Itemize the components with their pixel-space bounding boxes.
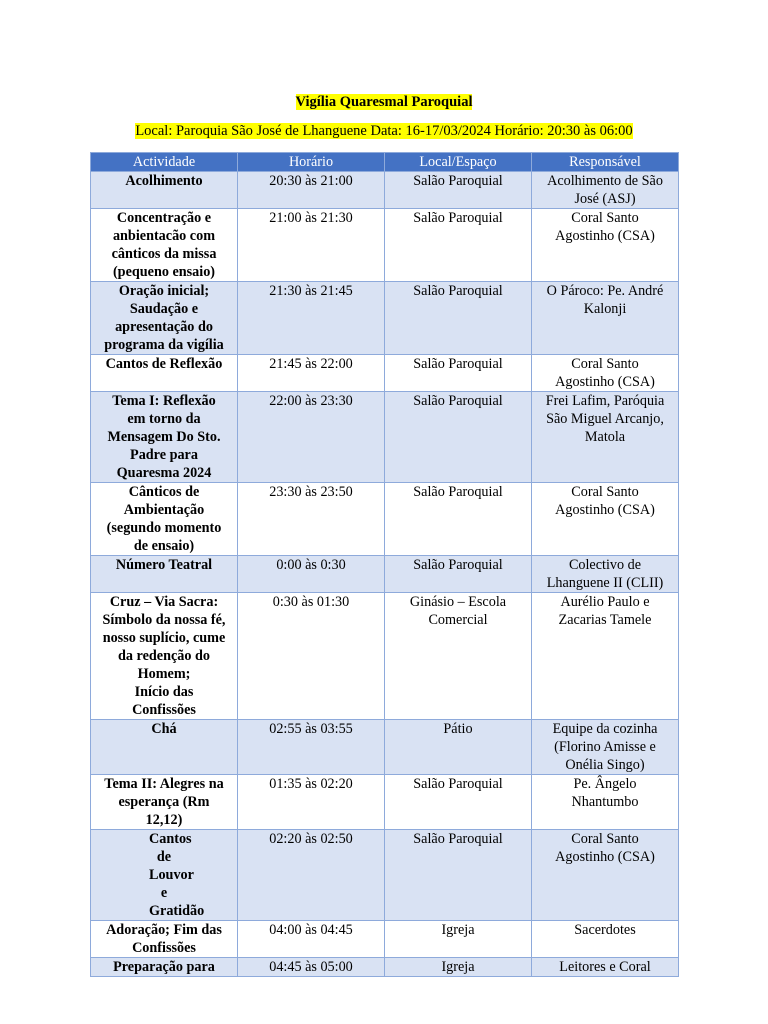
responsible-line: Sacerdotes [574,922,636,938]
responsible-cell [532,355,679,392]
place-cell: Pátio [385,720,532,775]
table-body [91,172,679,977]
responsible-line: Coral Santo [571,356,639,372]
responsible-line: Agostinho (CSA) [555,502,655,518]
responsible-line: Coral Santo [571,210,639,226]
time-cell: 04:45 às 05:00 [238,958,385,977]
activity-line: Confissões [132,940,196,956]
activity-line: (pequeno ensaio) [112,264,216,280]
activity-line: (segundo momento [106,520,222,536]
document-subtitle [0,122,768,140]
responsible-line: Equipe da cozinha [552,721,658,737]
activity-line: Cruz – Via Sacra: [109,594,219,610]
place-cell: Ginásio – Escola Comercial [385,593,532,720]
responsible-line: Matola [584,429,626,445]
time-cell: 01:35 às 02:20 [238,775,385,830]
responsible-line: Aurélio Paulo e [560,594,650,610]
header-responsible: Responsável [532,153,679,172]
activity-line: nosso suplício, cume [102,630,226,646]
responsible-cell [532,720,679,775]
responsible-line: Frei Lafim, Paróquia [545,393,665,409]
responsible-line: Colectivo de [568,557,642,573]
time-cell: 21:45 às 22:00 [238,355,385,392]
activity-line: Número Teatral [115,557,213,573]
activity-cell [91,720,238,775]
document-subtitle-text: Local: Paroquia São José de Lhanguene Data: 16-17/03/2024 Horário: 20:30 às 06:00 [135,123,633,139]
activity-cell [91,209,238,282]
place-cell: Salão Paroquial [385,483,532,556]
place-cell: Salão Paroquial [385,172,532,209]
table-row [91,830,679,921]
place-cell: Igreja [385,958,532,977]
activity-line: Cantos de Reflexão [105,356,223,372]
activity-line: Padre para [130,447,198,463]
responsible-line: Pe. Ângelo [573,776,637,792]
time-cell: 23:30 às 23:50 [238,483,385,556]
activity-cell [91,172,238,209]
place-cell: Salão Paroquial [385,392,532,483]
time-cell: 0:00 às 0:30 [238,556,385,593]
activity-line: Louvor e [149,867,194,901]
table-row [91,355,679,392]
responsible-line: O Pároco: Pe. André [546,283,664,299]
activity-line: Gratidão [149,903,205,919]
activity-line: Cânticos de [128,484,200,500]
responsible-line: Agostinho (CSA) [555,374,655,390]
activity-line: Mensagem Do Sto. [107,429,221,445]
activity-line: Símbolo da nossa fé, [102,612,226,628]
time-cell: 04:00 às 04:45 [238,921,385,958]
activity-cell [91,556,238,593]
activity-cell [91,921,238,958]
activity-line: Saudação e [129,301,199,317]
activity-line: Concentração e [116,210,212,226]
activity-line: Tema II: Alegres na [104,776,224,792]
responsible-cell [532,830,679,921]
activity-cell [91,483,238,556]
activity-cell [91,830,238,921]
time-cell: 02:55 às 03:55 [238,720,385,775]
activity-line: anbientacão com [112,228,216,244]
activity-line: Preparação para [113,959,215,975]
responsible-line: Lhanguene II (CLII) [546,575,664,591]
table-row [91,209,679,282]
activity-line: em torno da [127,411,201,427]
responsible-line: José (ASJ) [574,191,636,207]
responsible-line: Agostinho (CSA) [555,228,655,244]
responsible-line: Coral Santo [571,831,639,847]
table-row [91,720,679,775]
responsible-cell [532,209,679,282]
header-activity: Actividade [91,153,238,172]
activity-line: 12,12) [145,812,183,828]
activity-line: Oração inicial; [118,283,210,299]
time-cell: 22:00 às 23:30 [238,392,385,483]
table-row [91,921,679,958]
document-title-text: Vigília Quaresmal Paroquial [295,94,473,110]
responsible-line: Acolhimento de São [547,173,663,189]
activity-line: Adoração; Fim das [106,922,222,938]
activity-line: apresentação do [115,319,213,335]
activity-line: Homem; [137,666,191,682]
time-cell: 20:30 às 21:00 [238,172,385,209]
activity-line: da redenção do [118,648,210,664]
responsible-cell [532,921,679,958]
table-row [91,392,679,483]
activity-line: Ambientação [123,502,205,518]
table-row [91,172,679,209]
schedule-table [90,152,679,977]
responsible-cell [532,282,679,355]
table-row [91,483,679,556]
table-row [91,775,679,830]
place-cell: Salão Paroquial [385,355,532,392]
table-row [91,593,679,720]
responsible-cell [532,593,679,720]
place-cell: Salão Paroquial [385,209,532,282]
responsible-cell [532,172,679,209]
place-cell: Salão Paroquial [385,775,532,830]
place-cell: Salão Paroquial [385,282,532,355]
responsible-cell [532,958,679,977]
activity-cell [91,593,238,720]
responsible-line: Leitores e Coral [559,959,651,975]
activity-line: de ensaio) [133,538,195,554]
responsible-line: Onélia Singo) [565,757,645,773]
table-row [91,556,679,593]
responsible-line: Zacarias Tamele [558,612,652,628]
activity-line: Chá [151,721,177,737]
activity-line: Início das [134,684,194,700]
header-time: Horário [238,153,385,172]
responsible-line: São Miguel Arcanjo, [546,411,664,427]
activity-line: esperança (Rm [118,794,210,810]
activity-line: Cantos de [149,831,192,865]
responsible-line: Nhantumbo [571,794,639,810]
responsible-cell [532,556,679,593]
header-place: Local/Espaço [385,153,532,172]
responsible-cell [532,392,679,483]
activity-line: Confissões [132,702,196,718]
activity-line: Quaresma 2024 [116,465,212,481]
responsible-line: (Florino Amisse e [554,739,656,755]
activity-line: Tema I: Reflexão [112,393,216,409]
time-cell: 21:30 às 21:45 [238,282,385,355]
document-title [0,93,768,111]
time-cell: 02:20 às 02:50 [238,830,385,921]
responsible-cell [532,775,679,830]
place-cell: Salão Paroquial [385,556,532,593]
activity-cell [91,355,238,392]
time-cell: 0:30 às 01:30 [238,593,385,720]
table-header-row [91,153,679,172]
responsible-line: Coral Santo [571,484,639,500]
activity-cell [91,282,238,355]
table-row [91,282,679,355]
table-row [91,958,679,977]
time-cell: 21:00 às 21:30 [238,209,385,282]
place-cell: Salão Paroquial [385,830,532,921]
activity-line: programa da vigília [104,337,224,353]
responsible-line: Kalonji [583,301,627,317]
responsible-cell [532,483,679,556]
activity-cell [91,775,238,830]
place-cell: Igreja [385,921,532,958]
responsible-line: Agostinho (CSA) [555,849,655,865]
activity-line: Acolhimento [125,173,203,189]
activity-line: cânticos da missa [111,246,217,262]
activity-cell [91,958,238,977]
activity-cell [91,392,238,483]
